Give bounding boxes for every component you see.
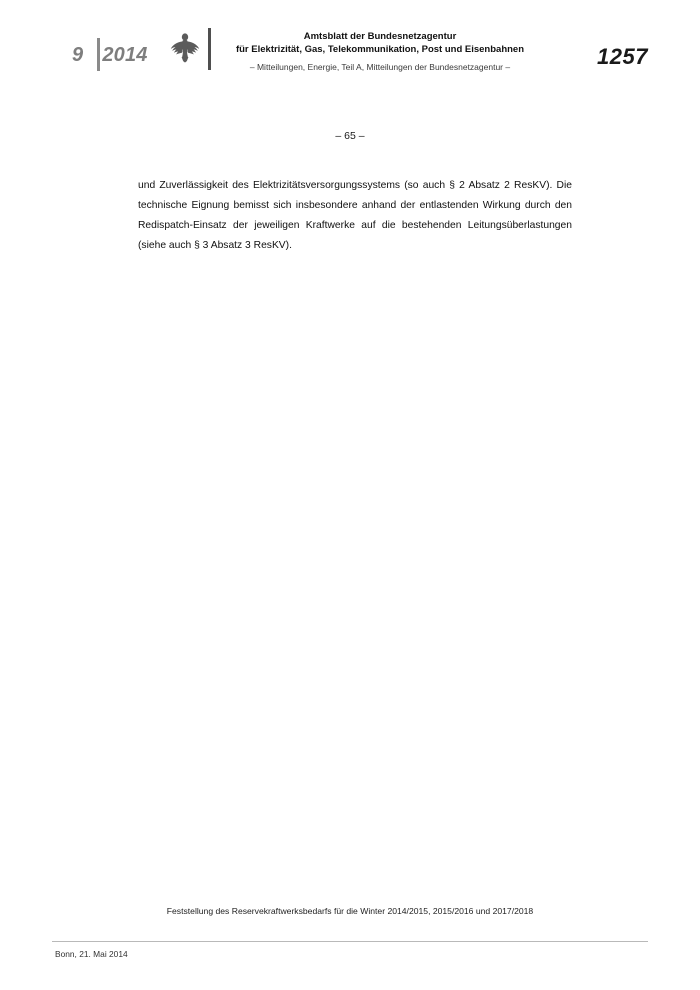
page-header	[0, 0, 700, 100]
issue-number: 9	[72, 44, 84, 66]
header-divider	[208, 28, 211, 70]
main-content	[138, 176, 572, 256]
federal-eagle-icon	[168, 28, 202, 66]
issue-designation	[72, 44, 148, 67]
folio-marker: – 65 –	[335, 130, 365, 142]
masthead	[215, 30, 545, 72]
masthead-title-line-2: für Elektrizität, Gas, Telekommunikation, Post und Eisenbahnen	[235, 44, 525, 55]
masthead-title-line-1: Amtsblatt der Bundesnetzagentur	[303, 31, 457, 42]
masthead-subtitle: – Mitteilungen, Energie, Teil A, Mitteilungen der Bundesnetzagentur –	[249, 62, 511, 72]
page-number: 1257	[597, 44, 648, 69]
issue-divider	[97, 38, 100, 71]
footer-caption: Feststellung des Reservekraftwerksbedarfs für die Winter 2014/2015, 2015/2016 und 2017/2018	[166, 906, 534, 916]
issue-year: 2014	[102, 44, 148, 66]
footer-divider	[52, 941, 648, 942]
body-paragraph: und Zuverlässigkeit des Elektrizitätsversorgungssystems (so auch § 2 Absatz 2 ResKV). Die technische Eignung bemisst sich insbesondere anhand der entlastenden Wirkung durch den Redispatch-Einsatz der jeweiligen Kraftwerke auf die bestehenden Leitungsüberlastungen (siehe auch § 3 Absatz 3 ResKV).	[138, 180, 572, 251]
footer-note: Bonn, 21. Mai 2014	[55, 949, 128, 959]
